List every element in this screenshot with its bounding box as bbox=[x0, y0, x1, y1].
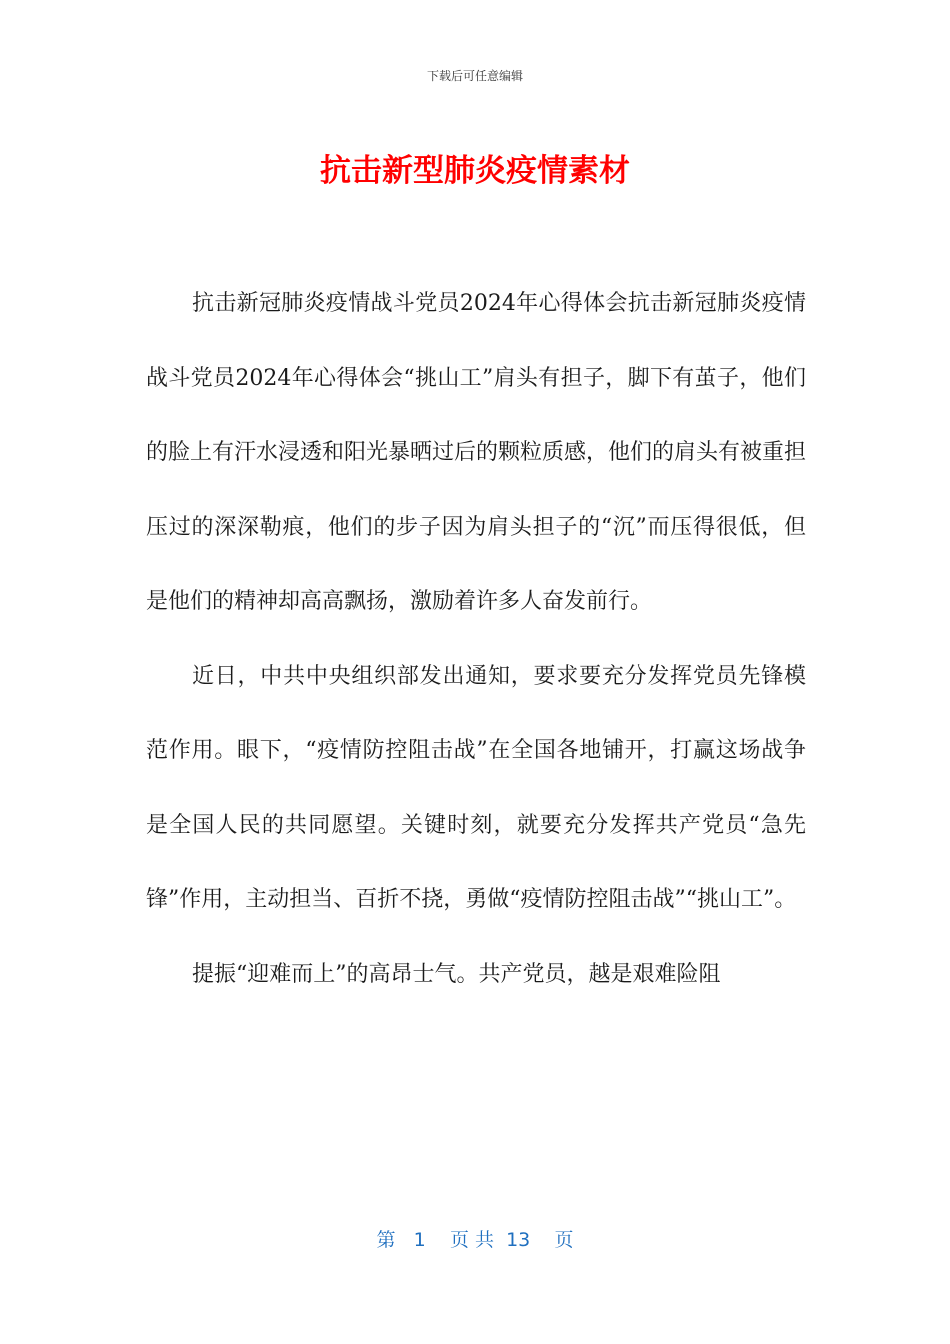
page-footer bbox=[0, 1225, 950, 1252]
paragraph-2: 近日，中共中央组织部发出通知，要求要充分发挥党员先锋模范作用。眼下，“疫情防控阻击战”在全国各地铺开，打赢这场战争是全国人民的共同愿望。关键时刻，就要充分发挥共产党员“急先锋”作用，主动担当、百折不挠，勇做“疫情防控阻击战”“挑山工”。 bbox=[146, 663, 806, 912]
footer-total-pages: 13 bbox=[506, 1229, 531, 1251]
footer-label-suffix: 页 bbox=[554, 1229, 574, 1251]
footer-label-prefix: 第 bbox=[376, 1229, 396, 1251]
paragraph-1: 抗击新冠肺炎疫情战斗党员2024年心得体会抗击新冠肺炎疫情战斗党员2024年心得体会“挑山工”肩头有担子，脚下有茧子，他们的脸上有汗水浸透和阳光暴晒过后的颗粒质感，他们的肩头有被重担压过的深深勒痕，他们的步子因为肩头担子的“沉”而压得很低，但是他们的精神却高高飘扬，激励着许多人奋发前行。 bbox=[146, 291, 807, 614]
document-title: 抗击新型肺炎疫情素材 bbox=[320, 153, 630, 189]
paragraph-3: 提振“迎难而上”的高昂士气。共产党员，越是艰难险阻 bbox=[192, 961, 721, 987]
header-note: 下载后可任意编辑 bbox=[426, 69, 523, 83]
footer-label-middle: 页 共 bbox=[449, 1229, 494, 1251]
document-body bbox=[146, 267, 806, 1012]
footer-current-page: 1 bbox=[413, 1229, 426, 1251]
